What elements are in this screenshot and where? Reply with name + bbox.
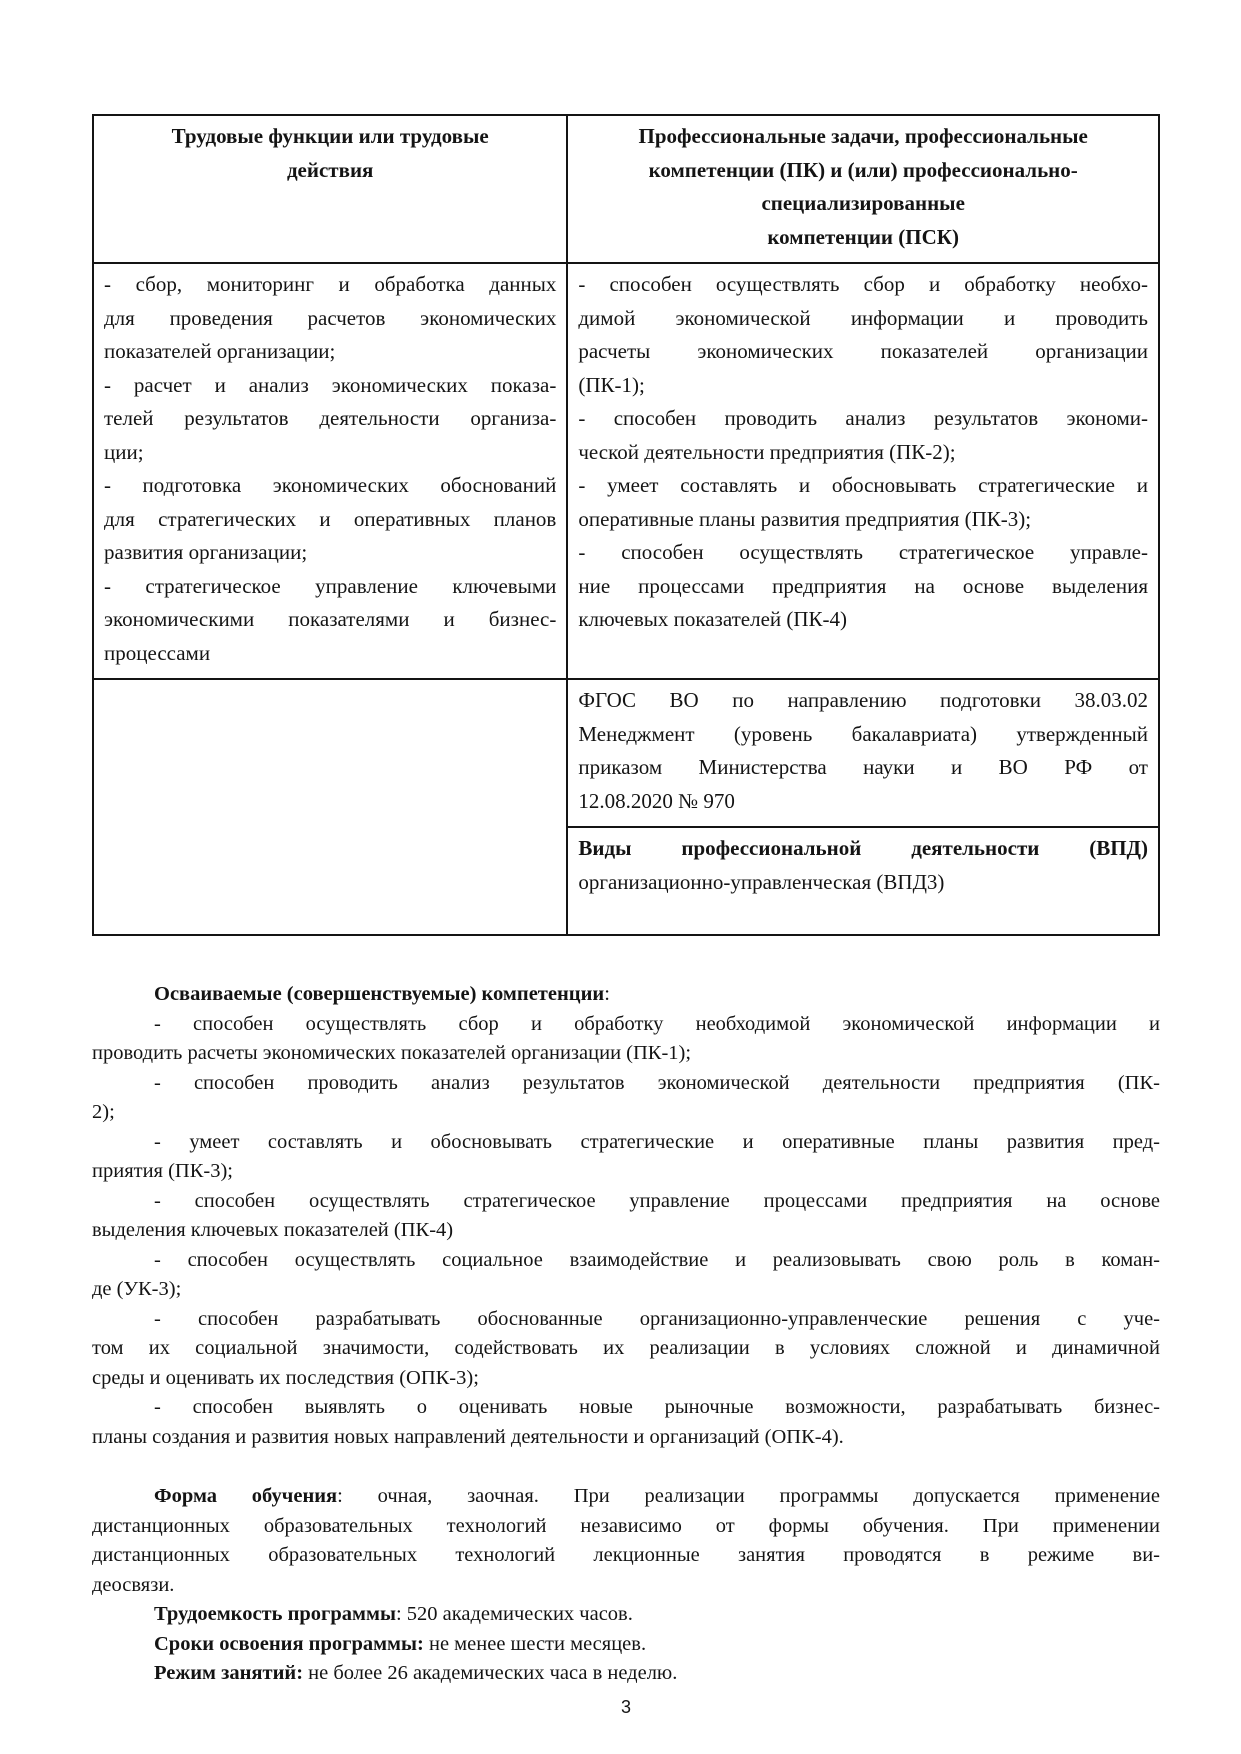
text-line: развития организации; [104, 540, 308, 564]
text-line: - подготовка экономических обоснований [104, 473, 557, 497]
program-info-section [92, 1482, 1160, 1689]
table-row-fgos [93, 679, 1159, 827]
text-line: специализированные [761, 191, 965, 215]
text-line: Режим занятий: не более 26 академических часа в неделю. [154, 1662, 678, 1684]
paragraph [92, 1010, 1160, 1069]
text-line: для проведения расчетов экономических [104, 305, 557, 330]
paragraph [92, 1600, 1160, 1630]
text-line: - способен осуществлять сбор и обработку необхо- [578, 272, 1148, 296]
text-line: - способен проводить анализ результатов экономической деятельности предприятия (ПК- [154, 1071, 1160, 1094]
list-item [578, 402, 1148, 469]
text-line: - способен осуществлять стратегическое управление процессами предприятия на основе [154, 1189, 1160, 1212]
competency-table [92, 114, 1160, 936]
paragraph [92, 1246, 1160, 1305]
text-line: выделения ключевых показателей (ПК-4) [92, 1219, 454, 1241]
list-item [104, 268, 556, 369]
text-line: Трудовые функции или трудовые [171, 124, 489, 148]
text-line: ции; [104, 439, 144, 464]
paragraph [92, 1305, 1160, 1394]
text-line: - умеет составлять и обосновывать стратегические и [578, 473, 1148, 497]
cell-fgos [567, 679, 1159, 827]
text-line: телей результатов деятельности организа- [104, 406, 557, 430]
list-item [104, 570, 556, 671]
text-line: Форма обучения: очная, заочная. При реализации программы допускается применение [154, 1485, 1160, 1507]
list-item [104, 369, 556, 470]
text-line: показателей организации; [104, 339, 336, 363]
list-item [578, 268, 1148, 402]
text-line: деосвязи. [92, 1573, 175, 1596]
text-line: - способен проводить анализ результатов экономи- [578, 406, 1148, 430]
paragraph [92, 1393, 1160, 1452]
text-line: 2); [92, 1101, 115, 1123]
text-line: дистанционных образовательных технологий независимо от формы обучения. При применении [92, 1514, 1160, 1537]
text-line: - стратегическое управление ключевыми [104, 573, 557, 598]
text-line: экономическими показателями и бизнес- [104, 607, 557, 631]
text-line: - умеет составлять и обосновывать стратегические и оперативные планы развития пред- [154, 1130, 1160, 1153]
text-line: Профессиональные задачи, профессиональные [638, 124, 1088, 148]
text-line: приятия (ПК-3); [92, 1160, 234, 1182]
text-line: планы создания и развития новых направлений деятельности и организаций (ОПК-4). [92, 1425, 844, 1448]
text-line: димой экономической информации и проводить [578, 305, 1148, 330]
text-line: - способен разрабатывать обоснованные организационно-управленческие решения с уче- [154, 1307, 1160, 1330]
text-line: - способен осуществлять стратегическое управле- [578, 540, 1148, 564]
cell-vpd [567, 827, 1159, 935]
cell-labor-functions [93, 263, 567, 679]
text-line: де (УК-3); [92, 1278, 182, 1300]
paragraph [92, 980, 1160, 1010]
header-cell-professional-tasks [567, 115, 1159, 263]
cell-empty [93, 679, 567, 935]
text-line: - расчет и анализ экономических показа- [104, 372, 557, 397]
text-line: - сбор, мониторинг и обработка данных [104, 272, 557, 296]
list-item [578, 536, 1148, 637]
text-line: ключевых показателей (ПК-4) [578, 607, 848, 631]
table-row-competencies [93, 263, 1159, 679]
text-line: - способен осуществлять сбор и обработку необходимой экономической информации и [154, 1012, 1160, 1035]
text-line: Менеджмент (уровень бакалавриата) утвержденный [578, 721, 1148, 746]
text-line: оперативные планы развития предприятия (ПК-3); [578, 506, 1032, 531]
text-line: расчеты экономических показателей организации [578, 339, 1148, 363]
paragraph [92, 1482, 1160, 1600]
paragraph [92, 1630, 1160, 1660]
text-line: ФГОС ВО по направлению подготовки 38.03.02 [578, 688, 1148, 712]
text-line: ческой деятельности предприятия (ПК-2); [578, 439, 956, 464]
table-header-row [93, 115, 1159, 263]
paragraph [92, 1069, 1160, 1128]
page-number: 3 [620, 1696, 631, 1717]
text-line: Осваиваемые (совершенствуемые) компетенции: [154, 983, 610, 1005]
text-line: компетенции (ПСК) [767, 224, 959, 249]
paragraph [92, 1187, 1160, 1246]
text-line: организационно-управленческая (ВПД3) [578, 869, 945, 894]
cell-professional-tasks [567, 263, 1159, 679]
text-line: компетенции (ПК) и (или) профессионально- [648, 157, 1078, 182]
text-line: 12.08.2020 № 970 [578, 788, 735, 813]
list-item [104, 469, 556, 570]
text-line: среды и оценивать их последствия (ОПК-3); [92, 1366, 479, 1389]
competencies-section [92, 980, 1160, 1452]
text-line: ние процессами предприятия на основе выделения [578, 573, 1148, 598]
text-line: (ПК-1); [578, 372, 645, 397]
header-cell-labor-functions [93, 115, 567, 263]
text-line: приказом Министерства науки и ВО РФ от [578, 755, 1148, 779]
list-item [578, 469, 1148, 536]
text-line: процессами [104, 640, 211, 665]
text-line: действия [286, 157, 374, 182]
text-line: Виды профессиональной деятельности (ВПД) [578, 836, 1148, 860]
text-line: Сроки освоения программы: не менее шести месяцев. [154, 1632, 647, 1655]
paragraph [92, 1659, 1160, 1689]
text-line: проводить расчеты экономических показателей организации (ПК-1); [92, 1042, 692, 1064]
text-line: том их социальной значимости, содействовать их реализации в условиях сложной и динамичной [92, 1337, 1160, 1359]
text-line: - способен выявлять о оценивать новые рыночные возможности, разрабатывать бизнес- [154, 1396, 1160, 1418]
paragraph [92, 1128, 1160, 1187]
text-line: для стратегических и оперативных планов [104, 506, 557, 531]
text-line: - способен осуществлять социальное взаимодействие и реализовывать свою роль в коман- [154, 1248, 1160, 1271]
text-line: дистанционных образовательных технологий лекционные занятия проводятся в режиме ви- [92, 1544, 1160, 1566]
text-line: Трудоемкость программы: 520 академических часов. [154, 1603, 633, 1625]
